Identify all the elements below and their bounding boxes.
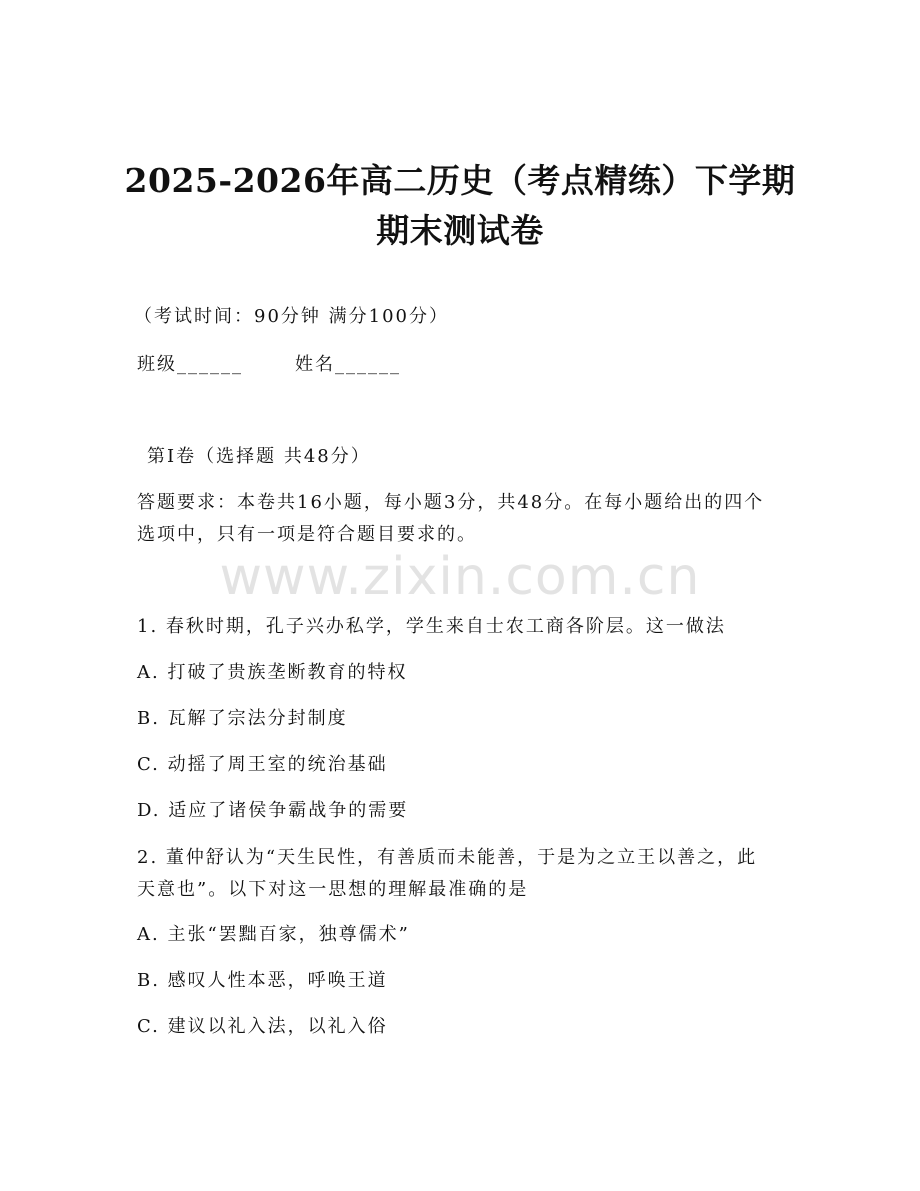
question-2-stem: 2. 董仲舒认为“天生民性，有善质而未能善，于是为之立王以善之，此天意也”。以下对这一思想的理解最准确的是	[137, 847, 758, 900]
question-2-option-c: C. 建议以礼入法，以礼入俗	[137, 1016, 388, 1037]
exam-title-line2: 期末测试卷	[376, 211, 544, 250]
section-heading: 第Ⅰ卷（选择题 共48分）	[147, 446, 371, 467]
name-field-label: 姓名______	[295, 354, 401, 375]
answer-instructions: 答题要求：本卷共16小题，每小题3分，共48分。在每小题给出的四个选项中，只有一项是符合题目要求的。	[137, 492, 765, 545]
question-1-option-c: C. 动摇了周王室的统治基础	[137, 754, 388, 775]
question-1-option-a: A. 打破了贵族垄断教育的特权	[137, 662, 408, 683]
exam-title-line1: 2025-2026年高二历史（考点精练）下学期	[124, 161, 796, 200]
question-1-option-d: D. 适应了诸侯争霸战争的需要	[137, 800, 409, 821]
student-info-row	[137, 350, 401, 376]
question-1-option-b: B. 瓦解了宗法分封制度	[137, 708, 348, 729]
question-2-option-a: A. 主张“罢黜百家，独尊儒术”	[137, 924, 410, 945]
question-1-stem: 1. 春秋时期，孔子兴办私学，学生来自士农工商各阶层。这一做法	[137, 616, 726, 637]
class-field-label: 班级______	[137, 354, 243, 375]
watermark: www.zixin.com.cn	[219, 547, 701, 607]
exam-time-info: （考试时间：90分钟 满分100分）	[134, 306, 449, 327]
question-2-option-b: B. 感叹人性本恶，呼唤王道	[137, 970, 388, 991]
